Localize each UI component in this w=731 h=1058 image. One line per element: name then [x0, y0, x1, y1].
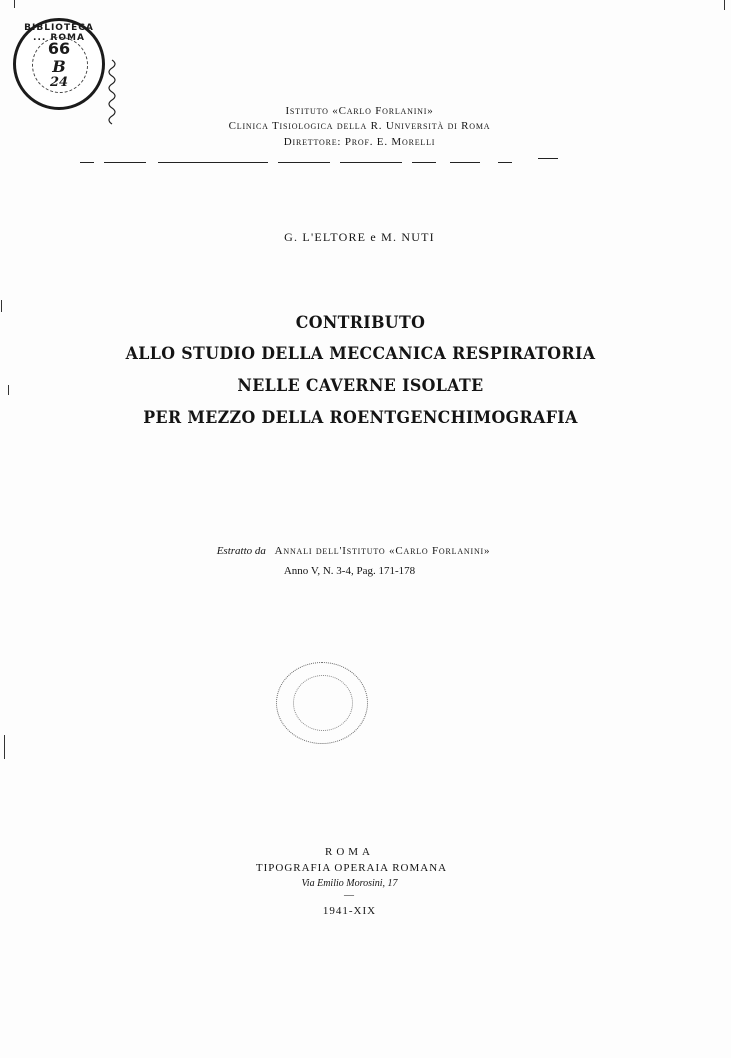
faint-circular-stamp [276, 662, 368, 744]
scan-margin-mark [724, 0, 725, 10]
title-line-4: PER MEZZO DELLA ROENTGENCHIMOGRAFIA [143, 408, 578, 428]
authors: G. L'ELTORE e M. NUTI [284, 230, 435, 244]
header-rule-segment [158, 162, 268, 163]
header-rule-segment [80, 162, 94, 163]
header-rule-segment [538, 158, 558, 159]
extract-prefix: Estratto da [216, 545, 266, 557]
scan-margin-mark [8, 385, 9, 395]
institute-name: Istituto «Carlo Forlanini» [285, 105, 434, 117]
imprint-address: Via Emilio Morosini, 17 [301, 878, 398, 889]
extract-details: Anno V, N. 3-4, Pag. 171-178 [283, 565, 416, 577]
title-line-2: ALLO STUDIO DELLA MECCANICA RESPIRATORIA [125, 344, 596, 364]
imprint-dash: — [344, 890, 355, 901]
scan-margin-mark [14, 0, 15, 8]
library-stamp [13, 18, 105, 110]
director-name: Direttore: Prof. E. Morelli [283, 136, 436, 148]
stamp-text: BIBLIOTECA ... ROMA [24, 23, 94, 43]
clinic-name: Clinica Tisiologica della R. Università di Roma [228, 120, 491, 132]
imprint-city: ROMA [324, 846, 374, 858]
faint-stamp-inner-ring [293, 675, 353, 731]
title-line-1: CONTRIBUTO [295, 313, 426, 333]
header-rule-segment [450, 162, 480, 163]
imprint-printer: TIPOGRAFIA OPERAIA ROMANA [255, 862, 448, 874]
imprint-year: 1941-XIX [322, 905, 377, 917]
header-rule-segment [412, 162, 436, 163]
extract-source: Annali dell'Istituto «Carlo Forlanini» [274, 545, 491, 557]
stamp-number: 66 [47, 39, 71, 58]
scan-margin-mark [1, 300, 2, 312]
stamp-sub: 24 [49, 75, 69, 90]
extract-line [0, 544, 719, 558]
header-rule-segment [498, 162, 512, 163]
header-rule-segment [278, 162, 330, 163]
title-line-3: NELLE CAVERNE ISOLATE [237, 376, 484, 396]
scan-margin-mark [4, 735, 5, 759]
header-rule-segment [340, 162, 402, 163]
header-rule-segment [104, 162, 146, 163]
stamp-mark: B [52, 57, 66, 76]
